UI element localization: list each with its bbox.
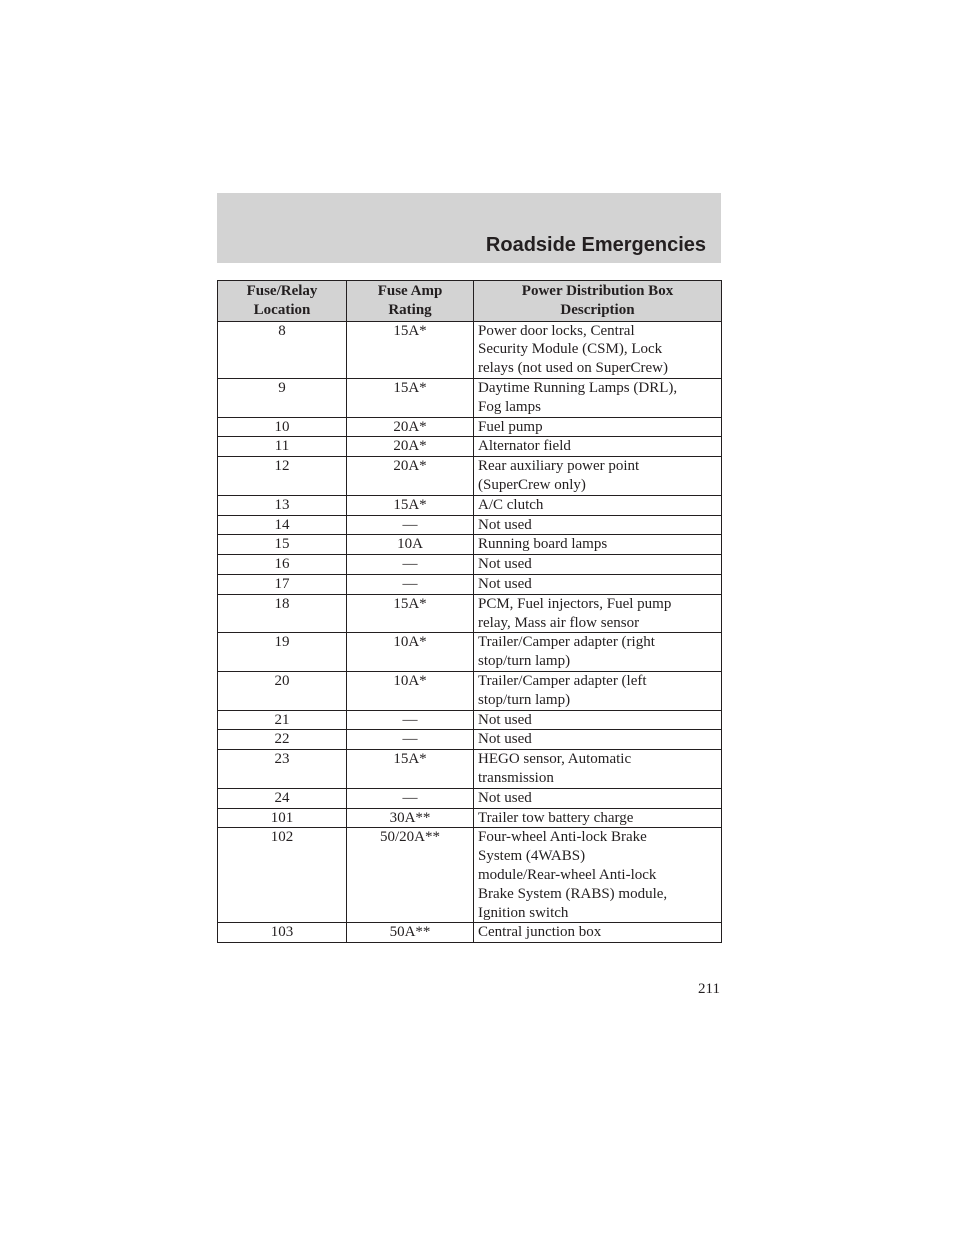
column-header-line: Power Distribution Box	[521, 283, 674, 299]
table-row	[218, 633, 722, 672]
page-number: 211	[698, 981, 720, 997]
fuse-rating-cell: —	[347, 730, 474, 750]
description-line: Not used	[478, 789, 532, 806]
fuse-location-cell: 20	[218, 671, 347, 710]
description-line: stop/turn lamp)	[478, 653, 571, 670]
fuse-rating-cell: 10A*	[347, 671, 474, 710]
fuse-description-cell	[474, 594, 722, 633]
fuse-location-cell: 101	[218, 808, 347, 828]
fuse-description-cell	[474, 495, 722, 515]
fuse-description-cell	[474, 574, 722, 594]
description-line: Not used	[478, 516, 532, 533]
fuse-description-cell	[474, 378, 722, 417]
description-line: PCM, Fuel injectors, Fuel pump	[478, 595, 672, 612]
description-line: Alternator field	[478, 438, 571, 455]
description-line: Rear auxiliary power point	[478, 458, 640, 475]
table-header-row	[218, 281, 722, 322]
fuse-location-cell: 17	[218, 574, 347, 594]
description-line: Trailer/Camper adapter (right	[478, 634, 655, 651]
fuse-location-cell: 21	[218, 710, 347, 730]
fuse-rating-cell: 15A*	[347, 594, 474, 633]
fuse-rating-cell: —	[347, 788, 474, 808]
description-line: Fuel pump	[478, 418, 543, 435]
fuse-location-cell: 16	[218, 555, 347, 575]
fuse-description-cell	[474, 808, 722, 828]
fuse-description-cell	[474, 535, 722, 555]
fuse-rating-cell: 20A*	[347, 417, 474, 437]
fuse-rating-cell: —	[347, 710, 474, 730]
description-line: Security Module (CSM), Lock	[478, 341, 663, 358]
table-row	[218, 535, 722, 555]
table-row	[218, 321, 722, 378]
table-row	[218, 437, 722, 457]
fuse-rating-cell: 50/20A**	[347, 828, 474, 923]
table-row	[218, 495, 722, 515]
fuse-location-cell: 14	[218, 515, 347, 535]
fuse-location-cell: 12	[218, 457, 347, 496]
fuse-rating-cell: 20A*	[347, 437, 474, 457]
fuse-rating-cell: —	[347, 574, 474, 594]
fuse-description-cell	[474, 828, 722, 923]
description-line: Not used	[478, 556, 532, 573]
fuse-rating-cell: 15A*	[347, 378, 474, 417]
table-row	[218, 457, 722, 496]
column-header-line: Fuse/Relay	[246, 283, 318, 299]
description-line: Fog lamps	[478, 398, 541, 415]
fuse-location-cell: 18	[218, 594, 347, 633]
fuse-description-cell	[474, 671, 722, 710]
table-row	[218, 671, 722, 710]
column-header-line: Fuse Amp	[377, 283, 443, 299]
description-line: Not used	[478, 575, 532, 592]
description-line: A/C clutch	[478, 496, 544, 513]
fuse-location-cell: 24	[218, 788, 347, 808]
column-header-line: Description	[560, 301, 635, 318]
description-line: Not used	[478, 711, 532, 728]
table-row	[218, 594, 722, 633]
description-line: Ignition switch	[478, 904, 569, 921]
fuse-rating-cell: 15A*	[347, 750, 474, 789]
table-row	[218, 555, 722, 575]
column-header-line: Rating	[388, 301, 432, 318]
fuse-description-cell	[474, 457, 722, 496]
fuse-rating-cell: 10A	[347, 535, 474, 555]
fuse-location-cell: 11	[218, 437, 347, 457]
table-row	[218, 808, 722, 828]
section-header-band	[217, 193, 721, 263]
fuse-description-cell	[474, 321, 722, 378]
fuse-location-cell: 15	[218, 535, 347, 555]
table-row	[218, 730, 722, 750]
fuse-description-cell	[474, 730, 722, 750]
table-row	[218, 710, 722, 730]
table-row	[218, 750, 722, 789]
fuse-location-cell: 13	[218, 495, 347, 515]
table-row	[218, 515, 722, 535]
description-line: Brake System (RABS) module,	[478, 885, 668, 902]
description-line: stop/turn lamp)	[478, 691, 571, 708]
fuse-location-cell: 22	[218, 730, 347, 750]
description-line: relays (not used on SuperCrew)	[478, 360, 668, 377]
description-line: HEGO sensor, Automatic	[478, 751, 632, 768]
fuse-location-cell: 10	[218, 417, 347, 437]
fuse-description-cell	[474, 788, 722, 808]
fuse-location-cell: 102	[218, 828, 347, 923]
fuse-description-cell	[474, 923, 722, 943]
fuse-rating-cell: —	[347, 515, 474, 535]
section-title: Roadside Emergencies	[485, 234, 706, 256]
table-row	[218, 417, 722, 437]
fuse-location-cell: 9	[218, 378, 347, 417]
table-row	[218, 828, 722, 923]
description-line: transmission	[478, 769, 554, 786]
fuse-description-cell	[474, 710, 722, 730]
table-row	[218, 574, 722, 594]
fuse-description-cell	[474, 750, 722, 789]
column-header-rating	[347, 281, 474, 322]
fuse-rating-cell: 50A**	[347, 923, 474, 943]
fuse-description-cell	[474, 417, 722, 437]
description-line: Four-wheel Anti-lock Brake	[478, 829, 647, 846]
column-header-description	[474, 281, 722, 322]
description-line: Daytime Running Lamps (DRL),	[478, 379, 678, 396]
fuse-location-cell: 19	[218, 633, 347, 672]
description-line: Trailer tow battery charge	[478, 809, 634, 826]
fuse-description-cell	[474, 437, 722, 457]
fuse-location-cell: 23	[218, 750, 347, 789]
fuse-description-cell	[474, 555, 722, 575]
description-line: module/Rear-wheel Anti-lock	[478, 866, 657, 883]
fuse-location-cell: 8	[218, 321, 347, 378]
fuse-rating-cell: 20A*	[347, 457, 474, 496]
fuse-rating-cell: —	[347, 555, 474, 575]
column-header-line: Location	[253, 301, 311, 318]
fuse-rating-cell: 30A**	[347, 808, 474, 828]
description-line: (SuperCrew only)	[478, 476, 586, 493]
table-row	[218, 378, 722, 417]
table-body	[218, 321, 722, 943]
description-line: System (4WABS)	[478, 848, 586, 865]
description-line: relay, Mass air flow sensor	[478, 614, 640, 631]
description-line: Not used	[478, 731, 532, 748]
description-line: Power door locks, Central	[478, 322, 635, 339]
table-row	[218, 923, 722, 943]
fuse-rating-cell: 15A*	[347, 321, 474, 378]
description-line: Central junction box	[478, 924, 602, 941]
fuse-description-cell	[474, 515, 722, 535]
description-line: Trailer/Camper adapter (left	[478, 672, 647, 689]
table-row	[218, 788, 722, 808]
fuse-rating-cell: 15A*	[347, 495, 474, 515]
description-line: Running board lamps	[478, 536, 608, 553]
fuse-rating-cell: 10A*	[347, 633, 474, 672]
fuse-location-cell: 103	[218, 923, 347, 943]
fuse-table	[217, 280, 722, 943]
column-header-location	[218, 281, 347, 322]
fuse-description-cell	[474, 633, 722, 672]
